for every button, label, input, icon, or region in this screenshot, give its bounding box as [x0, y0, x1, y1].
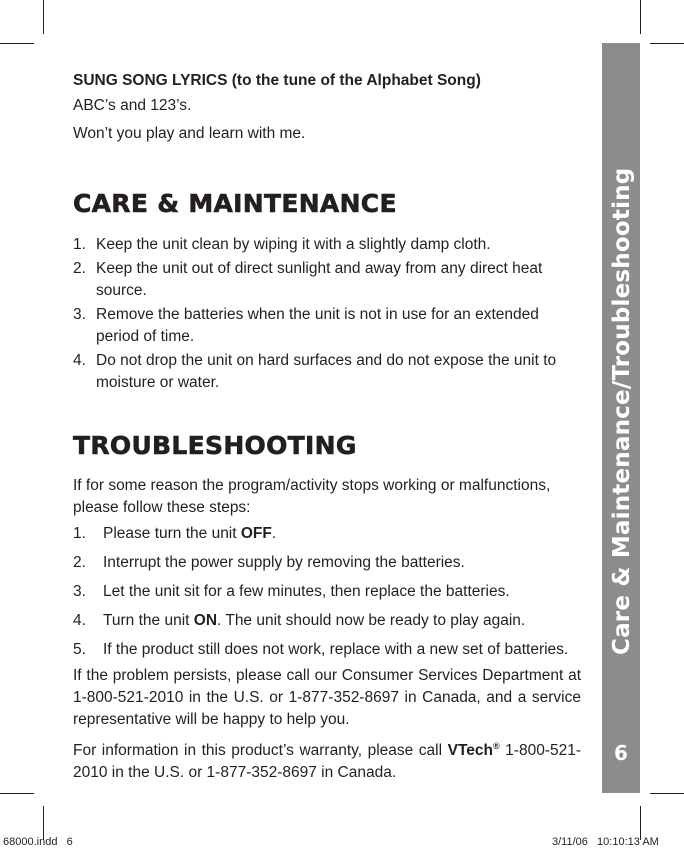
crop-mark — [43, 0, 44, 34]
warranty-paragraph — [73, 740, 581, 784]
list-item — [73, 552, 581, 574]
registered-mark: ® — [492, 741, 500, 751]
item-text: Remove the batteries when the unit is not in use for an extended period of time. — [96, 306, 539, 345]
step-text: Let the unit sit for a few minutes, then replace the batteries. — [103, 583, 510, 600]
page-content — [73, 68, 581, 784]
list-item — [73, 581, 581, 603]
list-item — [73, 639, 581, 661]
list-item — [73, 258, 581, 302]
step-emphasis: OFF — [240, 525, 272, 542]
step-text: Please turn the unit — [103, 525, 241, 542]
step-number: 2. — [73, 554, 86, 571]
item-number: 3. — [73, 306, 86, 323]
step-text: Turn the unit — [103, 612, 194, 629]
step-number: 1. — [73, 525, 86, 542]
page-number: 6 — [614, 741, 628, 765]
list-item — [73, 304, 581, 348]
list-item — [73, 234, 581, 256]
item-number: 4. — [73, 352, 86, 369]
list-item — [73, 610, 581, 632]
troubleshooting-steps — [73, 523, 581, 661]
warranty-text: For information in this product’s warranty, please call — [73, 742, 448, 759]
item-number: 2. — [73, 260, 86, 277]
troubleshooting-intro: If for some reason the program/activity stops working or malfunctions, please follow these steps: — [73, 477, 551, 516]
step-number: 3. — [73, 583, 86, 600]
list-item — [73, 350, 581, 394]
lyrics-line: ABC’s and 123’s. — [73, 97, 192, 114]
item-text: Keep the unit out of direct sunlight and away from any direct heat source. — [96, 260, 543, 299]
crop-mark — [650, 43, 684, 44]
support-paragraph: If the problem persists, please call our Consumer Services Department at 1-800-521-2010 in the U.S. or 1-877-352-8697 in Canada, and a service representative will be happy to help you. — [73, 667, 581, 728]
step-text: . The unit should now be ready to play again. — [217, 612, 526, 629]
step-text: Interrupt the power supply by removing the batteries. — [103, 554, 465, 571]
crop-mark — [650, 793, 684, 794]
crop-mark — [0, 793, 34, 794]
crop-mark — [43, 806, 44, 840]
care-heading: CARE & MAINTENANCE — [73, 189, 397, 218]
item-text: Do not drop the unit on hard surfaces and do not expose the unit to moisture or water. — [96, 352, 557, 391]
crop-mark — [640, 806, 641, 840]
lyrics-title: SUNG SONG LYRICS (to the tune of the Alphabet Song) — [73, 72, 481, 89]
footer-timestamp: 3/11/06 10:10:13 AM — [552, 836, 659, 848]
lyrics-line: Won’t you play and learn with me. — [73, 125, 306, 142]
crop-mark — [640, 0, 641, 34]
troubleshooting-heading: TROUBLESHOOTING — [73, 431, 357, 460]
list-item — [73, 523, 581, 545]
side-tab-title: Care & Maintenance/Troubleshooting — [609, 167, 635, 655]
step-number: 4. — [73, 612, 86, 629]
warranty-text: 1-800-521-2010 in the U.S. or 1-877-352-8697 in Canada. — [73, 742, 581, 781]
step-number: 5. — [73, 641, 86, 658]
footer-file: 68000.indd 6 — [3, 836, 73, 848]
care-list — [73, 234, 581, 394]
step-text: If the product still does not work, replace with a new set of batteries. — [103, 641, 569, 658]
item-text: Keep the unit clean by wiping it with a slightly damp cloth. — [96, 236, 491, 253]
crop-mark — [0, 43, 34, 44]
step-text: . — [271, 525, 277, 542]
step-emphasis: ON — [193, 612, 218, 629]
item-number: 1. — [73, 236, 86, 253]
brand-name: VTech — [447, 742, 493, 759]
